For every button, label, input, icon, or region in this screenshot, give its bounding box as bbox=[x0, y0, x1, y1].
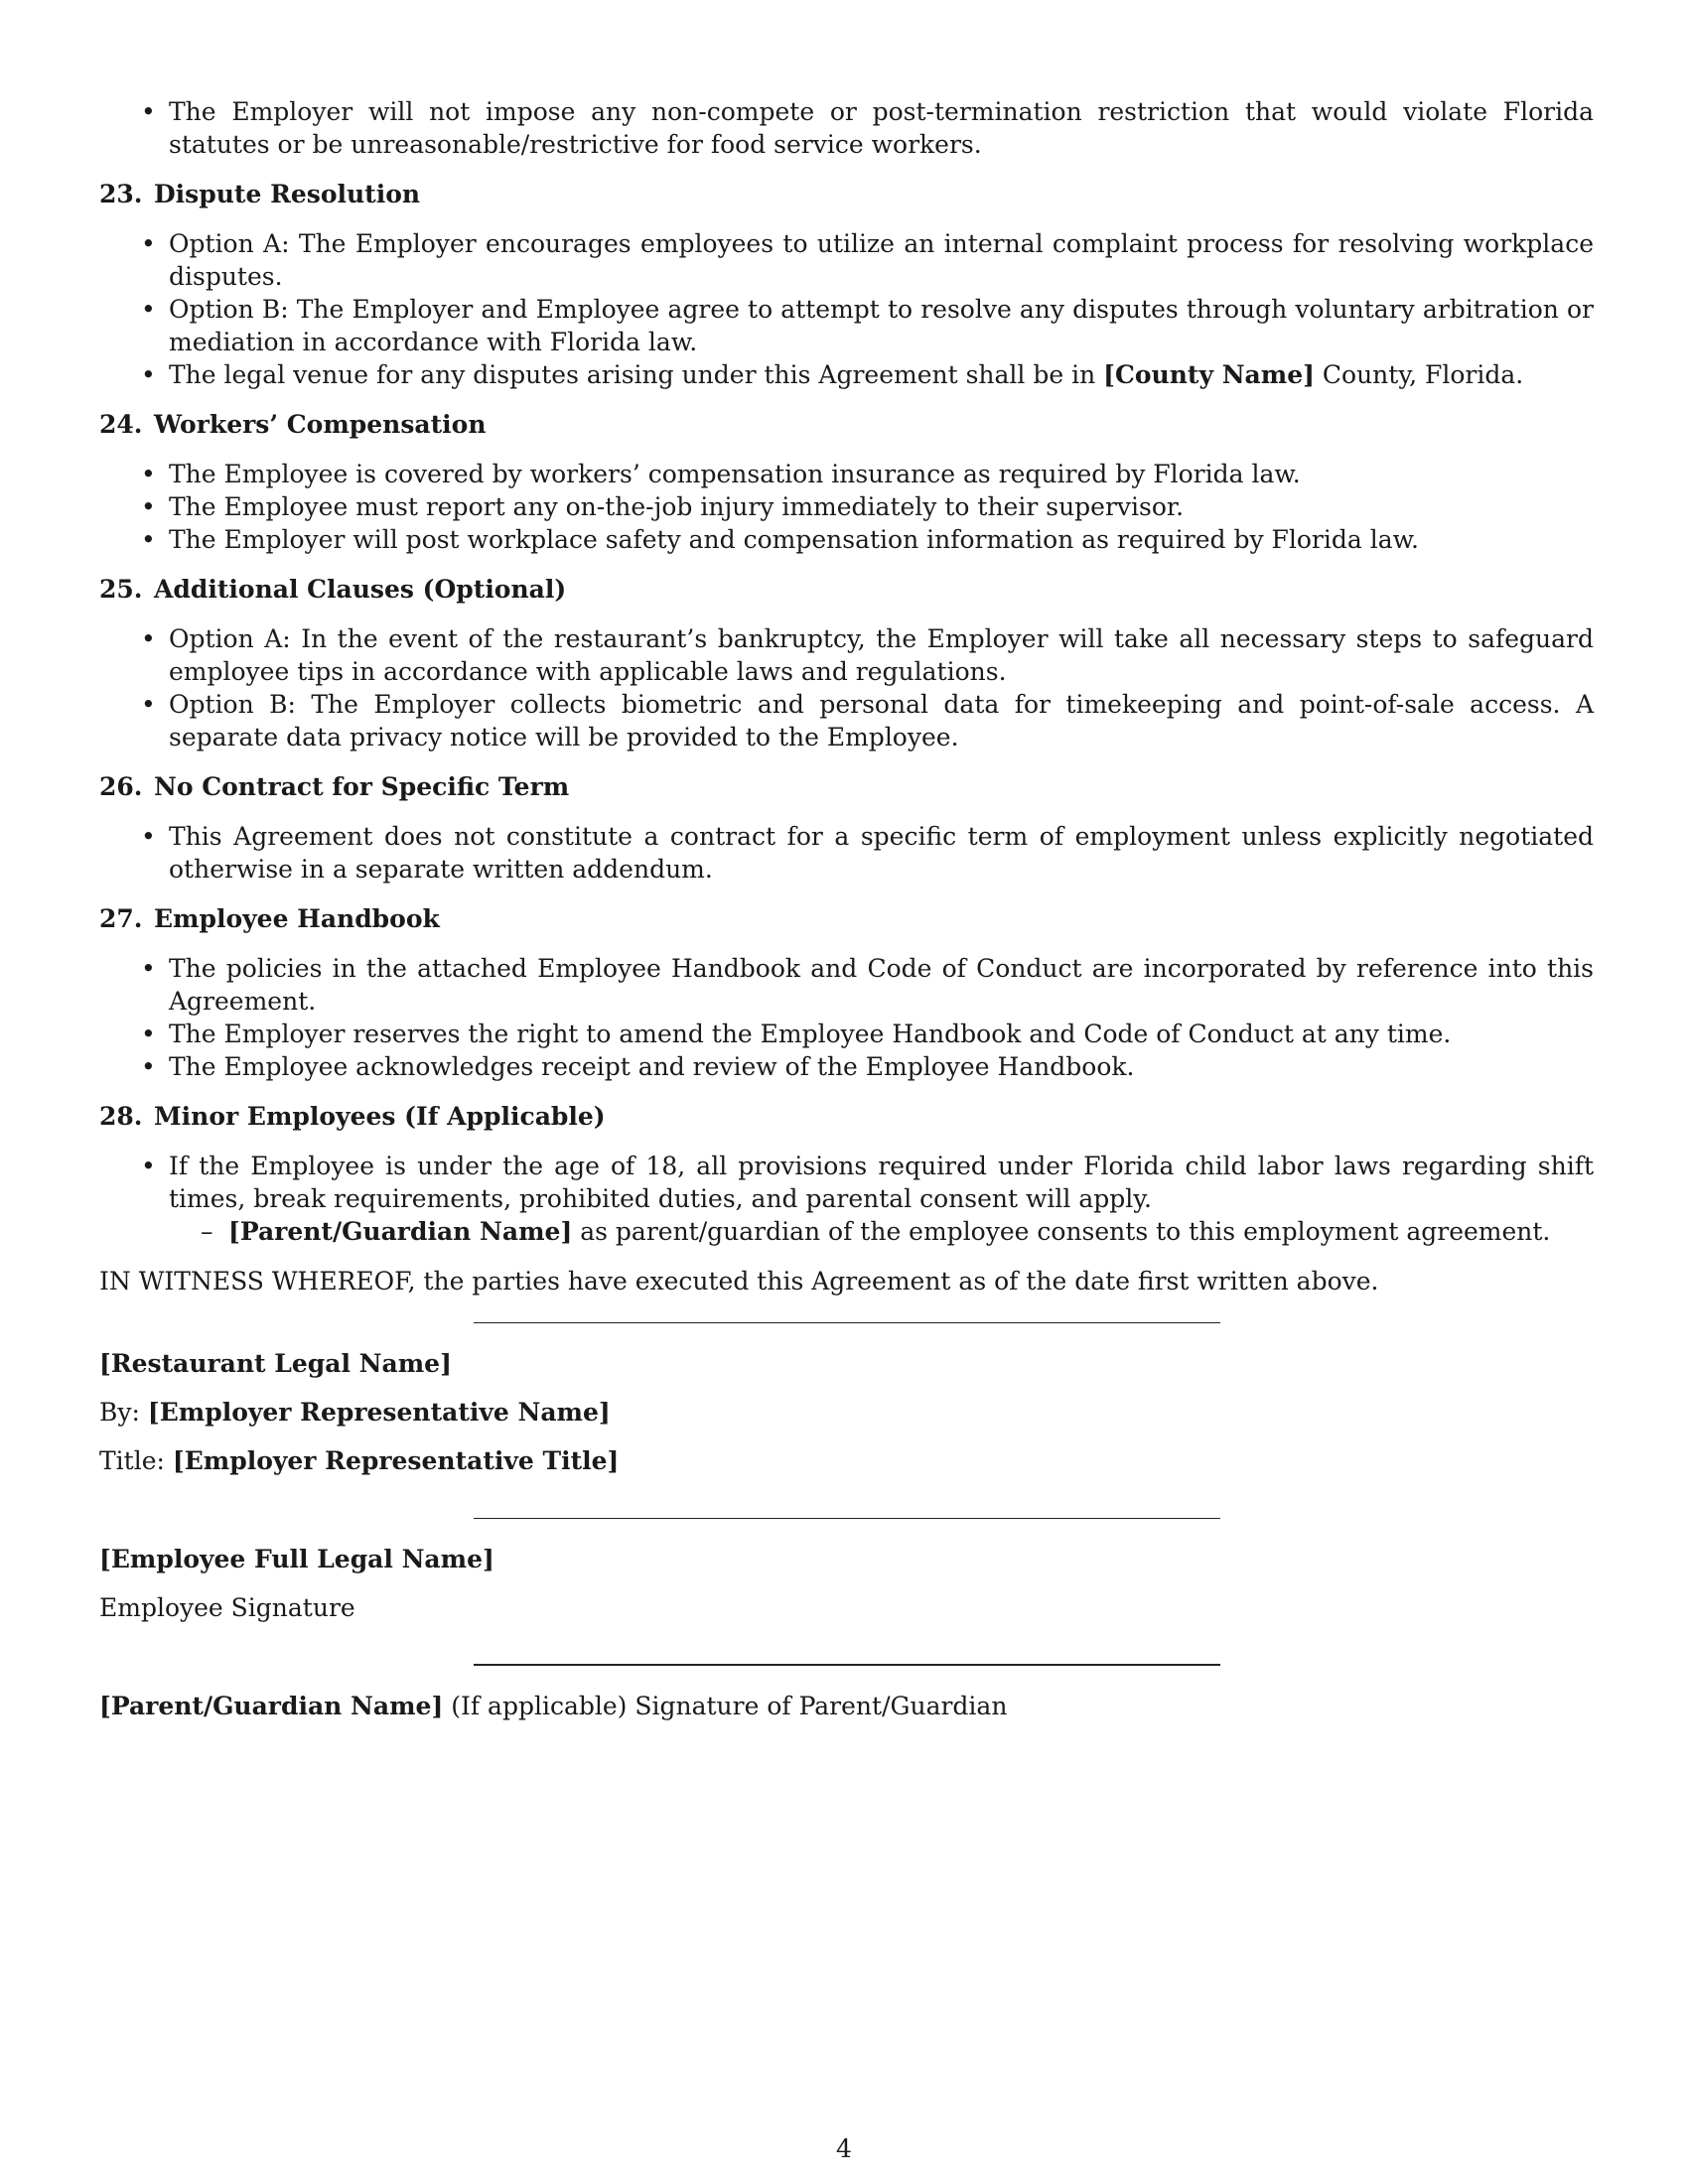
list-item: • The Employee must report any on-the-job injury immediately to their supervisor. bbox=[99, 490, 1594, 523]
intro-bullet-list bbox=[99, 95, 1594, 161]
parent-guardian-name-placeholder: [Parent/Guardian Name] bbox=[228, 1217, 573, 1246]
section-title: No Contract for Specific Term bbox=[154, 772, 570, 801]
section-27-list bbox=[99, 952, 1594, 1083]
list-item: • Option A: The Employer encourages employees to utilize an internal complaint process for resolving workplace disputes. bbox=[99, 227, 1594, 293]
guardian-consent-sublist bbox=[169, 1215, 1594, 1248]
list-item: • The Employer reserves the right to amend the Employee Handbook and Code of Conduct at any time. bbox=[99, 1018, 1594, 1050]
employee-signature-line bbox=[474, 1518, 1220, 1519]
section-24-list bbox=[99, 458, 1594, 556]
section-heading-workers-compensation bbox=[99, 408, 1594, 441]
employee-signature-caption: Employee Signature bbox=[99, 1593, 355, 1622]
section-title: Minor Employees (If Applicable) bbox=[154, 1102, 606, 1131]
employer-representative-title-placeholder: [Employer Representative Title] bbox=[172, 1446, 620, 1475]
guardian-signature-line bbox=[474, 1664, 1220, 1666]
employer-signature-line bbox=[474, 1322, 1220, 1323]
guardian-signature-line-text bbox=[99, 1690, 1594, 1722]
list-item: • The policies in the attached Employee Handbook and Code of Conduct are incorporated by reference into this Agreement. bbox=[99, 952, 1594, 1018]
section-number: 23. bbox=[99, 180, 143, 208]
list-item: • Option B: The Employer collects biometric and personal data for timekeeping and point-of-sale access. A separate data privacy notice will be provided to the Employee. bbox=[99, 688, 1594, 753]
section-heading-employee-handbook bbox=[99, 902, 1594, 935]
list-item: • Option A: In the event of the restaurant’s bankruptcy, the Employer will take all necessary steps to safeguard employee tips in accordance with applicable laws and regulations. bbox=[99, 622, 1594, 688]
section-title: Additional Clauses (Optional) bbox=[154, 575, 567, 604]
page-number: 4 bbox=[836, 2134, 852, 2163]
sub-list-item bbox=[169, 1215, 1594, 1248]
employer-representative-name-placeholder: [Employer Representative Name] bbox=[147, 1398, 611, 1427]
section-number: 24. bbox=[99, 410, 143, 439]
section-heading-dispute-resolution bbox=[99, 178, 1594, 210]
list-item: • The Employer will post workplace safety and compensation information as required by Florida law. bbox=[99, 523, 1594, 556]
section-25-list bbox=[99, 622, 1594, 753]
guardian-signature-caption: (If applicable) Signature of Parent/Guardian bbox=[443, 1692, 1008, 1720]
section-28-list bbox=[99, 1150, 1594, 1248]
list-item: • Option B: The Employer and Employee agree to attempt to resolve any disputes through voluntary arbitration or mediation in accordance with Florida law. bbox=[99, 293, 1594, 358]
restaurant-name: [Restaurant Legal Name] bbox=[99, 1349, 452, 1378]
section-title: Dispute Resolution bbox=[154, 180, 421, 208]
section-title: Workers’ Compensation bbox=[154, 410, 487, 439]
section-heading-no-contract bbox=[99, 770, 1594, 803]
parent-guardian-name-placeholder: [Parent/Guardian Name] bbox=[99, 1692, 444, 1720]
county-name-placeholder: [County Name] bbox=[1103, 360, 1315, 389]
section-number: 26. bbox=[99, 772, 143, 801]
section-number: 27. bbox=[99, 904, 143, 933]
title-label: Title: bbox=[99, 1446, 173, 1475]
witness-clause: IN WITNESS WHEREOF, the parties have executed this Agreement as of the date first written above. bbox=[99, 1267, 1379, 1296]
section-number: 28. bbox=[99, 1102, 143, 1131]
list-item: • The Employee acknowledges receipt and review of the Employee Handbook. bbox=[99, 1050, 1594, 1083]
minor-provisions-text: If the Employee is under the age of 18, all provisions required under Florida child labor laws regarding shift times, break requirements, prohibited duties, and parental consent will apply. bbox=[169, 1152, 1594, 1213]
section-number: 25. bbox=[99, 575, 143, 604]
employer-title-line bbox=[99, 1444, 1594, 1477]
list-item bbox=[99, 358, 1594, 391]
section-heading-minor-employees bbox=[99, 1100, 1594, 1133]
list-item: • This Agreement does not constitute a contract for a specific term of employment unless explicitly negotiated otherwise in a separate written addendum. bbox=[99, 820, 1594, 886]
restaurant-legal-name-placeholder bbox=[99, 1347, 1594, 1380]
venue-text-end: County, Florida. bbox=[1314, 360, 1524, 389]
list-item: • The Employee is covered by workers’ compensation insurance as required by Florida law. bbox=[99, 458, 1594, 490]
section-title: Employee Handbook bbox=[154, 904, 440, 933]
by-label: By: bbox=[99, 1398, 148, 1427]
employee-full-legal-name-placeholder bbox=[99, 1543, 1594, 1575]
section-heading-additional-clauses bbox=[99, 573, 1594, 606]
list-item: • The Employer will not impose any non-compete or post-termination restriction that would violate Florida statutes or be unreasonable/restrictive for food service workers. bbox=[99, 95, 1594, 161]
venue-text-start: The legal venue for any disputes arising under this Agreement shall be in bbox=[169, 360, 1104, 389]
list-item bbox=[99, 1150, 1594, 1248]
guardian-consent-text: as parent/guardian of the employee consents to this employment agreement. bbox=[572, 1217, 1551, 1246]
employee-name: [Employee Full Legal Name] bbox=[99, 1545, 494, 1573]
section-26-list bbox=[99, 820, 1594, 886]
document-page bbox=[99, 95, 1594, 1722]
employer-by-line bbox=[99, 1396, 1594, 1429]
section-23-list bbox=[99, 227, 1594, 391]
